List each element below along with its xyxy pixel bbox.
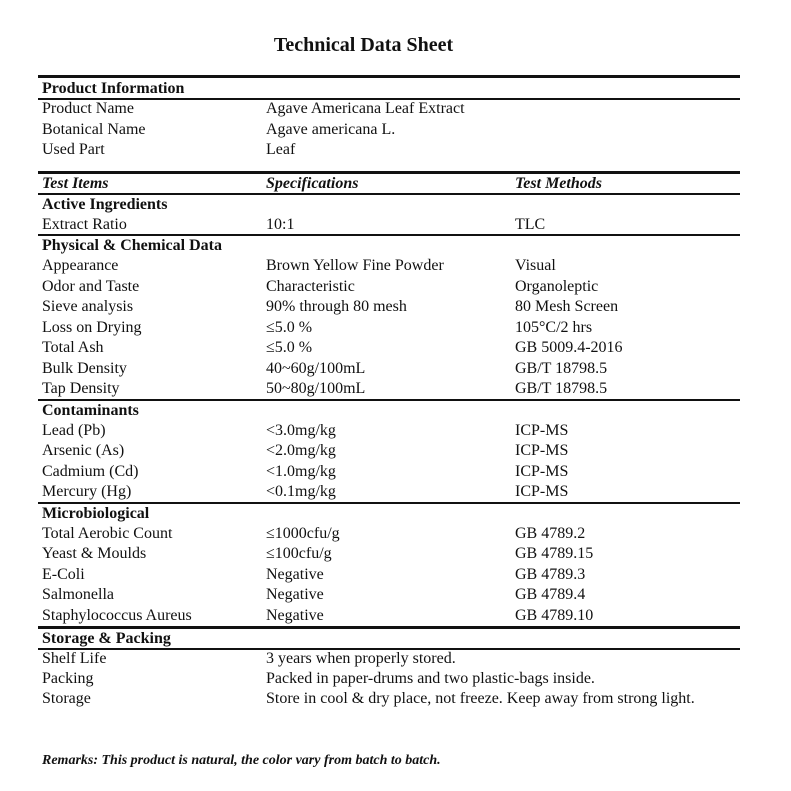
info-label: Shelf Life	[42, 650, 107, 667]
column-header-specifications: Specifications	[266, 175, 359, 192]
test-item: Salmonella	[42, 586, 114, 603]
table-row	[42, 297, 740, 317]
table-row	[42, 421, 740, 441]
specification: <2.0mg/kg	[266, 442, 336, 459]
specification: ≤5.0 %	[266, 319, 313, 336]
info-row	[42, 689, 740, 709]
info-value: Agave Americana Leaf Extract	[266, 100, 465, 117]
test-item: Extract Ratio	[42, 216, 127, 233]
table-row	[42, 215, 740, 235]
test-method: GB 4789.15	[515, 545, 594, 562]
info-value: Packed in paper-drums and two plastic-bags inside.	[266, 670, 595, 687]
table-row	[42, 441, 740, 461]
info-value: Agave americana L.	[266, 121, 396, 138]
table-row	[42, 338, 740, 358]
test-item: Total Aerobic Count	[42, 525, 173, 542]
specification: Characteristic	[266, 278, 355, 295]
test-method: GB 4789.4	[515, 586, 586, 603]
test-item: Loss on Drying	[42, 319, 142, 336]
table-row	[42, 585, 740, 605]
section-heading-product-information: Product Information	[42, 80, 185, 97]
section-heading-storage-packing: Storage & Packing	[42, 630, 171, 647]
info-row	[42, 99, 740, 119]
table-row	[42, 606, 740, 626]
info-label: Botanical Name	[42, 121, 146, 138]
section-heading-microbiological: Microbiological	[42, 505, 150, 522]
table-row	[42, 462, 740, 482]
table-row	[42, 256, 740, 276]
table-row	[42, 544, 740, 564]
info-row	[42, 140, 740, 160]
specification: ≤100cfu/g	[266, 545, 332, 562]
info-label: Storage	[42, 690, 91, 707]
specification: 40~60g/100mL	[266, 360, 366, 377]
specification: <0.1mg/kg	[266, 483, 336, 500]
test-method: Organoleptic	[515, 278, 599, 295]
section-heading-active-ingredients: Active Ingredients	[42, 196, 168, 213]
specification: 90% through 80 mesh	[266, 298, 407, 315]
test-item: Arsenic (As)	[42, 442, 125, 459]
test-item: Bulk Density	[42, 360, 127, 377]
test-method: GB/T 18798.5	[515, 360, 608, 377]
table-row	[42, 359, 740, 379]
specification: Negative	[266, 607, 324, 624]
table-row	[42, 524, 740, 544]
table-row	[42, 565, 740, 585]
test-item: Total Ash	[42, 339, 104, 356]
column-header-test-methods: Test Methods	[515, 175, 602, 192]
test-method: 80 Mesh Screen	[515, 298, 619, 315]
table-row	[42, 277, 740, 297]
specification: Negative	[266, 586, 324, 603]
test-method: 105°C/2 hrs	[515, 319, 593, 336]
test-item: Staphylococcus Aureus	[42, 607, 192, 624]
specification: <3.0mg/kg	[266, 422, 336, 439]
specification: ≤5.0 %	[266, 339, 313, 356]
test-method: ICP-MS	[515, 442, 569, 459]
specification: 50~80g/100mL	[266, 380, 366, 397]
test-method: GB 4789.10	[515, 607, 594, 624]
section-heading-physical-chemical: Physical & Chemical Data	[42, 237, 222, 254]
table-header	[42, 174, 740, 194]
specification: ≤1000cfu/g	[266, 525, 340, 542]
info-row	[42, 649, 740, 669]
info-value: Leaf	[266, 141, 296, 158]
info-label: Used Part	[42, 141, 105, 158]
test-method: GB/T 18798.5	[515, 380, 608, 397]
page-title: Technical Data Sheet	[273, 34, 454, 56]
info-value: Store in cool & dry place, not freeze. Keep away from strong light.	[266, 690, 695, 707]
test-item: Cadmium (Cd)	[42, 463, 139, 480]
table-row	[42, 318, 740, 338]
test-method: GB 5009.4-2016	[515, 339, 623, 356]
specification: <1.0mg/kg	[266, 463, 336, 480]
info-value: 3 years when properly stored.	[266, 650, 456, 667]
test-method: ICP-MS	[515, 463, 569, 480]
test-method: TLC	[515, 216, 546, 233]
info-row	[42, 120, 740, 140]
info-label: Packing	[42, 670, 94, 687]
test-item: Mercury (Hg)	[42, 483, 132, 500]
test-method: ICP-MS	[515, 422, 569, 439]
test-item: Appearance	[42, 257, 119, 274]
section-heading-contaminants: Contaminants	[42, 402, 139, 419]
test-item: Sieve analysis	[42, 298, 134, 315]
specification: Negative	[266, 566, 324, 583]
divider	[38, 75, 740, 78]
test-item: Tap Density	[42, 380, 120, 397]
specification: Brown Yellow Fine Powder	[266, 257, 444, 274]
test-method: GB 4789.2	[515, 525, 586, 542]
test-item: Lead (Pb)	[42, 422, 106, 439]
test-item: E-Coli	[42, 566, 85, 583]
test-method: GB 4789.3	[515, 566, 586, 583]
test-method: ICP-MS	[515, 483, 569, 500]
info-label: Product Name	[42, 100, 134, 117]
specification: 10:1	[266, 216, 295, 233]
info-row	[42, 669, 740, 689]
table-row	[42, 482, 740, 502]
divider	[38, 399, 740, 401]
test-item: Odor and Taste	[42, 278, 140, 295]
remarks: Remarks: This product is natural, the color vary from batch to batch.	[42, 753, 441, 768]
table-row	[42, 379, 740, 399]
test-method: Visual	[515, 257, 556, 274]
test-item: Yeast & Moulds	[42, 545, 147, 562]
column-header-test-items: Test Items	[42, 175, 109, 192]
